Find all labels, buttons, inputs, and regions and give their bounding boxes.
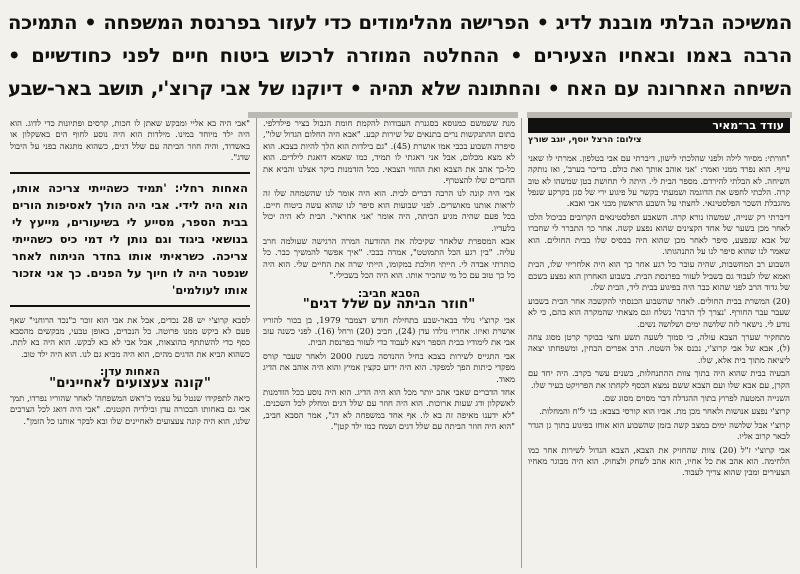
- paragraph: כיאה לתפקידו שנטל על עצמו כ'ראש המשפחה' לאחר שהוריו נפרדו, תמך אבי גם באחותו הבכורה עדן ובילדיה הקטנים. "אבי היה דואג לכל הצרכים שלנו, הוא היה קונה צעצועים לאחיינים שלו ובא לבקר אותנו כל הזמן".: [10, 393, 250, 426]
- subheading-kicker: האחות עדן:: [99, 365, 161, 379]
- paragraph: אבי היה קונה לנו הרבה דברים לבית. הוא היה אומר לנו שהשמחה שלו זה לראות אותנו מאושרים. לפני שבועות הוא סיפר לנו שהוא עשה ביטוח חיים. בכל פעם שהיה מגיע הביתה, היה אומר 'אני אחראי'. הבית לא היה יכול בלעדיו.: [263, 188, 515, 233]
- paragraph: אבי קרוצ'י ז"ל (20) צוות שהחזיק את הצבא, הצבא הגדול לשירות אחר כמו הלחימה. הוא אהב את כל אחיו, הוא אהב לשחק ולצחוק. הוא היה מבוגר מאחיו הצעירים ומבין שהוא צריך לעבוד.: [528, 444, 790, 478]
- paragraph: אחד הדברים שאבי אהב יותר מכל הוא היה הדיג. הוא היה נוסע בכל הזדמנות לאשקלון ודג שעות ארוכות. הוא היה חוזר עם שלל דגים ומחלק לכל השכנים. "לא ידענו מאיפה זה בא לו. אף אחד במשפחה לא דג", אמר הסבא חביב, "הוא היה חוזר הביתה עם שלל דגים ושמח כמו ילד קטן".: [263, 386, 515, 432]
- photo-credit: צילום: הרצל יוסף, יוגב שורץ: [528, 135, 642, 146]
- byline: עודד בר־מאיר: [528, 118, 790, 133]
- paragraph: (20) המשרת בבית החולים. לאחר שהשבוע הכנסתי להקשבה אחר הבית בשבוע שעבר עבר החורף. 'נצרך לך הרבה' נשלח וגם מצאתי שהמקרה הוא בהם, כי לא נודע לי. נישאר לזה שלושה ימים ושלושה נשים.: [528, 295, 790, 329]
- subheading-title: "חוזר הביתה עם שלל דגים": [302, 296, 476, 313]
- paragraph: הבעיה בבית שהוא היה בתוך צוות ההתנחלות, בשנים עשר בקרב. היה יחד עם הקרן, עם אבא שלו ועם הצבא ששם נמצא הכסף לקחתו את הפרויקט בעיר שלו.: [528, 368, 790, 390]
- paragraph: לסבא קרוצ'י יש 28 נכדים, אבל את אבי הוא זוכר כ"נכד הרוחני" שאף פעם לא ביקש ממנו פרוטה. כל הנכדים, באופן טבעי, מבקשים מהסבא כסף כדי להשתתף בהוצאות, אבל אבי לא בא לבקש. הוא היה בא לתת. כשהוא הביא את הדגים מהים, הוא היה מביא גם לנו. הוא היה ילד טוב.: [10, 314, 250, 359]
- paragraph: קרוצ'י נפצע אנושות ולאחר מכן מת. אביו הוא קורסי בצבא: בני ל"ח והמחלות.: [539, 406, 790, 417]
- paragraph: "חורתי: מסיור לילה ולפני שהלכתי לישון, דיברתי עם אבי בטלפון. אמרתי לו שאני עייף. הוא נפרד ממני ואמר: 'אני אוהב אותך ואת כולם. בדיבר בערב', ואז נותקה השיחה. לא הבלתי להירדם. מספר הבית לי. היתה לי תחושת בטן שמשהו לא טוב קרה. הלכתי לחפש את הדוגמה ושמעתי בקשר על פיגוע ירי של סגן בקרקע שנפל מהגבלת השכר הפלסטינאי. לחצתי על השבע הראשון מבני אבי ואבא.: [528, 152, 790, 209]
- paragraph: אבי התגייס לשירות בצבא בחיל ההנדסה בשנת 2000 ולאחר שעבר קורס מפקדי כיתות הפך למפקד. הוא היה ידוע כקצין אמיץ והוא היה אוהב את הדיג מאוד.: [263, 350, 515, 384]
- headline-text: המשיכה הבלתי מובנת לדיג • הפרישה מהלימודים כדי לעזור בפרנסת המשפחה • התמיכה הרבה באמו ובאחיו הצעירים • ההחלטה המוזרה לרכוש ביטוח חיים לפני כחודשיים • השיחה האחרונה עם האח • והחתונה שלא תהיה • דיוקנו של אבי קרוצ'י, תושב באר-שבע: [8, 11, 792, 100]
- left-column: [10, 118, 250, 570]
- right-column: [528, 118, 790, 570]
- paragraph: מתחקיר שערך הצבא עולה, כי סמוך לשעה תשע וחצי בבוקר קרטן מסוג צחה (ל), אבא של אבי קרוצ'י, נכנס אל השטח. הרב אפרים הבחין, ומשפחתו יצאה ליציאה מתוך בית אלא, שלו.: [528, 331, 790, 365]
- pull-quote: האחות רחלי: 'תמיד כשהייתי צריכה אותו, הוא היה לידי. אבי היה הולך לאסיפות הורים בבית הספר, מסייע לי בשיעורים, מייעץ לי בנושאי ביגוד וגם נותן לי דמי כיס כשהייתי צריכה. כשראיתי אותו בחדר הניתוח לאחר שנפטר היה לו חיוך על הפנים. כך אני אזכור אותו לעולמים': [10, 172, 250, 307]
- paragraph: "אבי היה בא אליי ומבקש שאתן לו חכות, קרסים ופתיונות כדי לדוג. הוא היה ילד מיוחד במינו. מילדות הוא היה נוסע לחוף הים באשקלון או באשדוד, והיה חוזר הביתה עם שלל דגים, כשהוא מתגאה בפני על היבול שדג".: [10, 118, 250, 163]
- column-divider: [521, 118, 522, 568]
- paragraph: השבוע רב המחשבות, שהיה עובר כל רגע אחר כך הוא היה אלחריזי שלו, הבית ואמא שלו לעבוד גם בשביל לעזור בפרנסת הבית. בשבוע האחרון הוא נפצע בשכם של גדוד הרב לפני שהוא כבר היה בפיגוע בבית ליד, הבית שלו.: [528, 259, 790, 293]
- paragraph: אבא המספרת שלאחר שקיבלה את ההודעה המרה הרגישה שעולמה חרב עליה. "בין רגע הכל התמוטט", אמרה בבכי. "איך אפשר להמשיך כבר. כל כותרתי אבדה לי. הייתי חולכת במקומו, הייתי שרה את החיים שלי. הוא היה כל כך טוב עם כל מי שהכיר אותו. הוא היה הכל בשבילי.": [263, 236, 515, 281]
- column-divider: [256, 118, 257, 568]
- subheading-title: "קונה צעצועים לאחיינים": [49, 374, 211, 391]
- headline: [8, 6, 792, 108]
- paragraph: אבי קרוצ'י נולד בבאר-שבע בתחילת חודש דצמבר 1979, בן בכור להוריו אושרת ואיזו. אחריו נולדו עדן (24), חביב (20) ורחל (16). לפני כשנה עזב אבי את לימודיו בבית הספר ויצא לעבוד כדי לעזור בפרנסת הבית.: [263, 314, 515, 348]
- paragraph: קרוצ'י אבל שלושה ימים במצב קשה בזמן שהשבוע הוא אוחז בפיגוע בתוך גן הגדר לבאר קרוב אליו.: [528, 419, 790, 442]
- middle-column: [263, 118, 515, 570]
- paragraph: מנת ששמשם כמנוסא בסגנרת העבודות להקמת חומת הגבול בציר פילדלפי. בתום ההתנקשות נרים בתנאים של שירות קבע. "אבא היה החלום הגדול שלו", סיפרה השבוע בכבי אמו אושרת (45). "גם בילדות הוא הלך להיות בצבא. הוא לא מצא מכלום, אבל אני דאגתי לו תמיד, כמו שאמא דואגת לילדים. הוא כל-כך אהב את הצבא ואת ההווי הצבאי. בכל הזדמנות ביקר אצלנו והביא את החברים שלו להצטרף.: [263, 118, 515, 186]
- subheading-kicker: הסבא חביב:: [357, 286, 421, 300]
- paragraph: דיברתי רק שנייה, שמשהו נורא קרה. השאבע הפלסטינאים הקרובים כביכול הלכו לאחר מכן בשער של אחד הקצינים שהוא נפצע קשה. אחר כך התברר לי שחברו של אבא שנפצע, סיפר לאחר מכן שהוא היה בבסיס שלו בבית החולים. הוא שאמר לנו שהוא סיפר לנו על התנהגותו.: [528, 211, 790, 257]
- paragraph: השנייה המטעה לפרוץ בתוך ההגדלה דבר מסוים מסוג שם.: [602, 392, 790, 403]
